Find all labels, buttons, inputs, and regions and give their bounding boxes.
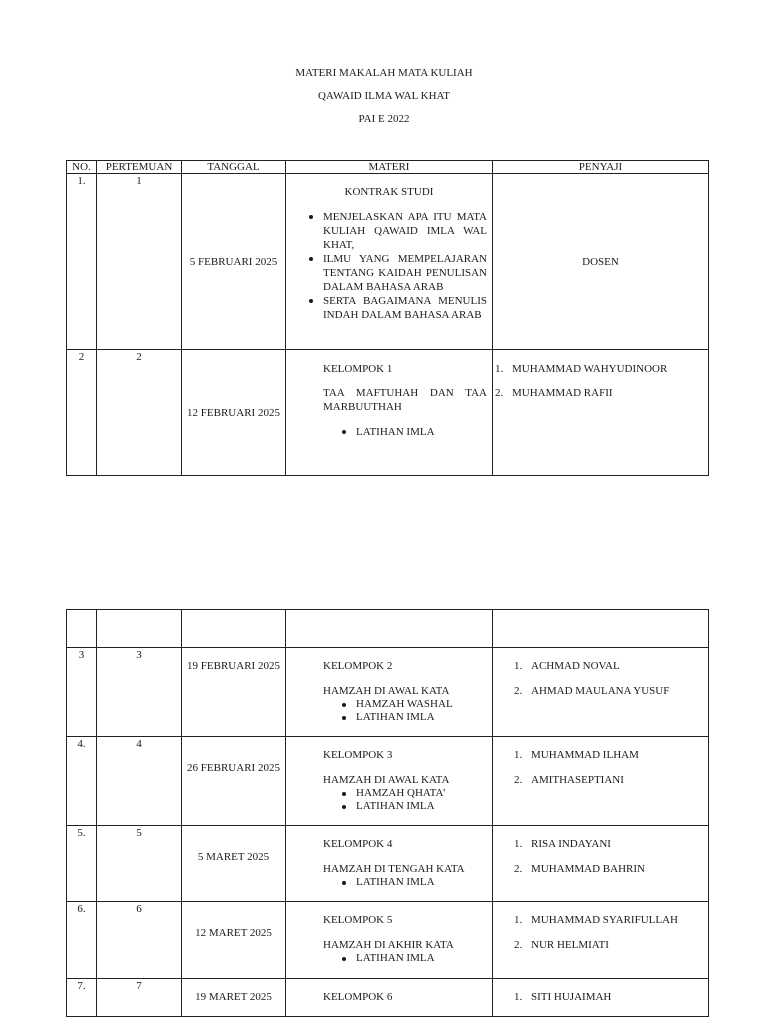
list-item: MENJELASKAN APA ITU MATA KULIAH QAWAID IMLA WAL KHAT, xyxy=(323,210,492,252)
cell-penyaji xyxy=(493,902,709,979)
header-penyaji: PENYAJI xyxy=(493,161,709,174)
list-item: LATIHAN IMLA xyxy=(356,952,492,965)
cell-penyaji xyxy=(493,350,709,476)
penyaji-name: ACHMAD NOVAL xyxy=(531,660,620,672)
cell-no: 2 xyxy=(67,350,97,476)
cell-tanggal xyxy=(182,902,286,979)
cell-penyaji xyxy=(493,826,709,902)
cell-materi xyxy=(286,902,493,979)
doc-title: MATERI MAKALAH MATA KULIAH xyxy=(295,67,473,79)
table-row xyxy=(67,979,709,1017)
cell-no: 5. xyxy=(67,826,97,902)
list-item: HAMZAH QHATA’ xyxy=(356,787,492,800)
cell-materi xyxy=(286,979,493,1017)
list-item xyxy=(514,837,708,851)
doc-subtitle-course: QAWAID ILMA WAL KHAT xyxy=(317,90,451,102)
materi-bullet-list xyxy=(286,698,492,723)
penyaji-list xyxy=(493,737,708,787)
materi-topic: HAMZAH DI TENGAH KATA xyxy=(323,863,465,875)
schedule-table-part-2 xyxy=(66,609,709,1017)
list-number: 1. xyxy=(495,363,504,375)
list-number: 2. xyxy=(514,939,523,951)
penyaji-name: RISA INDAYANI xyxy=(531,838,611,850)
table-row xyxy=(67,737,709,826)
kelompok-label: KELOMPOK 5 xyxy=(323,914,393,926)
tanggal-text: 26 FEBRUARI 2025 xyxy=(187,762,280,774)
penyaji-name: NUR HELMIATI xyxy=(531,939,609,951)
table-row xyxy=(67,826,709,902)
materi-topic: TAA MAFTUHAH DAN TAA MARBUUTHAH xyxy=(323,387,487,413)
table-row xyxy=(67,174,709,350)
list-number: 2. xyxy=(514,685,523,697)
list-item xyxy=(514,659,708,673)
table-header-row xyxy=(67,161,709,174)
list-number: 1. xyxy=(514,914,523,926)
header-materi: MATERI xyxy=(286,161,493,174)
cell-materi xyxy=(286,737,493,826)
cell-penyaji xyxy=(493,648,709,737)
list-number: 1. xyxy=(514,749,523,761)
list-item xyxy=(514,862,708,876)
cell-tanggal xyxy=(182,979,286,1017)
list-number: 2. xyxy=(495,387,504,399)
list-item xyxy=(495,362,708,376)
cell-materi xyxy=(286,826,493,902)
list-item xyxy=(514,748,708,762)
list-item xyxy=(495,386,708,400)
materi-topic: HAMZAH DI AWAL KATA xyxy=(323,774,450,786)
tanggal-text: 5 MARET 2025 xyxy=(197,851,270,863)
materi-bullet-list xyxy=(286,952,492,965)
list-item xyxy=(514,913,708,927)
materi-topic: HAMZAH DI AWAL KATA xyxy=(323,685,450,697)
materi-bullet-list xyxy=(286,425,492,439)
list-item: LATIHAN IMLA xyxy=(356,800,492,813)
penyaji-name: MUHAMMAD SYARIFULLAH xyxy=(531,914,678,926)
penyaji-list xyxy=(493,979,708,1004)
list-number: 2. xyxy=(514,774,523,786)
penyaji-name: MUHAMMAD RAFII xyxy=(512,387,613,399)
list-number: 2. xyxy=(514,863,523,875)
cell-penyaji xyxy=(493,979,709,1017)
cell-pertemuan: 7 xyxy=(97,979,182,1017)
tanggal-text: 19 MARET 2025 xyxy=(195,991,272,1003)
empty-cell xyxy=(97,610,182,648)
cell-pertemuan: 5 xyxy=(97,826,182,902)
cell-pertemuan: 2 xyxy=(97,350,182,476)
cell-penyaji: DOSEN xyxy=(493,174,709,350)
list-number: 1. xyxy=(514,838,523,850)
list-number: 1. xyxy=(514,991,523,1003)
list-item: ILMU YANG MEMPELAJARAN TENTANG KAIDAH PENULISAN DALAM BAHASA ARAB xyxy=(323,252,492,294)
cell-pertemuan: 3 xyxy=(97,648,182,737)
materi-topic: HAMZAH DI AKHIR KATA xyxy=(323,939,454,951)
penyaji-list xyxy=(493,350,708,400)
kelompok-label: KELOMPOK 2 xyxy=(323,660,393,672)
table-row xyxy=(67,902,709,979)
cell-pertemuan: 4 xyxy=(97,737,182,826)
schedule-table-part-1 xyxy=(66,160,709,476)
table-row xyxy=(67,648,709,737)
kelompok-label: KELOMPOK 4 xyxy=(323,838,393,850)
header-tanggal: TANGGAL xyxy=(182,161,286,174)
empty-cell xyxy=(67,610,97,648)
cell-tanggal: 5 FEBRUARI 2025 xyxy=(182,174,286,350)
cell-no: 6. xyxy=(67,902,97,979)
cell-tanggal xyxy=(182,826,286,902)
list-item: LATIHAN IMLA xyxy=(356,711,492,724)
penyaji-name: MUHAMMAD BAHRIN xyxy=(531,863,645,875)
materi-bullet-list xyxy=(286,876,492,889)
materi-title: KONTRAK STUDI xyxy=(344,186,434,198)
header-no: NO. xyxy=(67,161,97,174)
penyaji-name: MUHAMMAD WAHYUDINOOR xyxy=(512,363,668,375)
empty-cell xyxy=(182,610,286,648)
cell-tanggal xyxy=(182,737,286,826)
list-item: LATIHAN IMLA xyxy=(356,876,492,889)
list-item: HAMZAH WASHAL xyxy=(356,698,492,711)
list-item xyxy=(514,938,708,952)
materi-bullet-list xyxy=(286,210,492,322)
cell-pertemuan: 1 xyxy=(97,174,182,350)
cell-materi xyxy=(286,648,493,737)
cell-pertemuan: 6 xyxy=(97,902,182,979)
cell-no: 4. xyxy=(67,737,97,826)
empty-cell xyxy=(493,610,709,648)
penyaji-name: AMITHASEPTIANI xyxy=(531,774,624,786)
cell-materi xyxy=(286,174,493,350)
materi-bullet-list xyxy=(286,787,492,812)
penyaji-list xyxy=(493,826,708,876)
tanggal-text: 19 FEBRUARI 2025 xyxy=(187,660,280,672)
kelompok-label: KELOMPOK 6 xyxy=(323,991,393,1003)
cell-tanggal xyxy=(182,648,286,737)
cell-no: 1. xyxy=(67,174,97,350)
cell-no: 7. xyxy=(67,979,97,1017)
list-item: LATIHAN IMLA xyxy=(356,425,492,439)
penyaji-list xyxy=(493,648,708,698)
cell-materi xyxy=(286,350,493,476)
tanggal-text: 12 MARET 2025 xyxy=(195,927,272,939)
penyaji-name: AHMAD MAULANA YUSUF xyxy=(531,685,670,697)
list-item: SERTA BAGAIMANA MENULIS INDAH DALAM BAHASA ARAB xyxy=(323,294,492,322)
cell-no: 3 xyxy=(67,648,97,737)
penyaji-list xyxy=(493,902,708,952)
list-item xyxy=(514,990,708,1004)
list-item xyxy=(514,773,708,787)
kelompok-label: KELOMPOK 3 xyxy=(323,749,393,761)
header-pertemuan: PERTEMUAN xyxy=(97,161,182,174)
kelompok-label: KELOMPOK 1 xyxy=(323,363,393,375)
list-item xyxy=(514,684,708,698)
cell-penyaji xyxy=(493,737,709,826)
cell-tanggal: 12 FEBRUARI 2025 xyxy=(182,350,286,476)
penyaji-name: SITI HUJAIMAH xyxy=(531,991,612,1003)
table-row xyxy=(67,350,709,476)
penyaji-name: MUHAMMAD ILHAM xyxy=(531,749,639,761)
doc-subtitle-class: PAI E 2022 xyxy=(358,113,410,125)
empty-cell xyxy=(286,610,493,648)
table-empty-row xyxy=(67,610,709,648)
list-number: 1. xyxy=(514,660,523,672)
